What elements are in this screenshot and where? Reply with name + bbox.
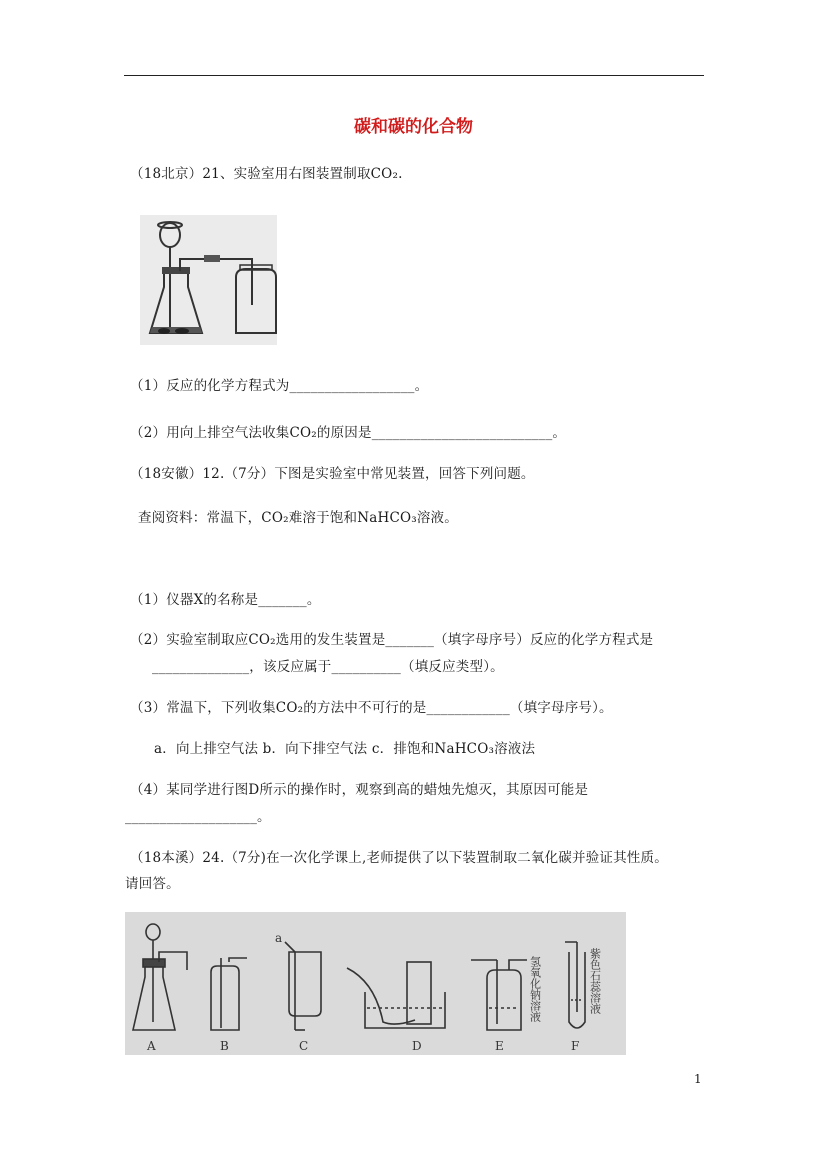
q2-sub4-line1: （4）某同学进行图D所示的操作时，观察到高的蜡烛先熄灭，其原因可能是 (130, 782, 589, 798)
label-c: C (299, 1039, 309, 1053)
q2-sub1: （1）仪器X的名称是_______。 (130, 592, 321, 608)
q3-intro-line2: 请回答。 (125, 876, 180, 892)
page-title: 碳和碳的化合物 (354, 117, 473, 137)
label-b: B (220, 1039, 229, 1053)
q1-intro: （18北京）21、实验室用右图装置制取CO₂. (130, 166, 403, 182)
label-f: F (571, 1039, 580, 1053)
q3-intro-line1: （18本溪）24.（7分)在一次化学课上,老师提供了以下装置制取二氧化碳并验证其性质。 (130, 850, 668, 866)
q2-sub4-line2: ___________________。 (125, 809, 271, 825)
q2-info: 查阅资料：常温下，CO₂难溶于饱和NaHCO₃溶液。 (138, 510, 458, 526)
q2-sub3: （3）常温下，下列收集CO₂的方法中不可行的是____________（填字母序号）。 (130, 700, 613, 716)
co2-apparatus-figure (140, 215, 277, 345)
apparatus-figure-a-f (125, 912, 626, 1055)
q1-sub2: （2）用向上排空气法收集CO₂的原因是__________________________。 (130, 425, 567, 441)
q2-options: a．向上排空气法 b．向下排空气法 c．排饱和NaHCO₃溶液法 (154, 741, 536, 757)
label-naoh-solution: 氢氧化钠溶液 (528, 956, 542, 1022)
label-d: D (412, 1039, 422, 1053)
q1-sub1: （1）反应的化学方程式为__________________。 (130, 378, 429, 394)
label-a: A (147, 1039, 156, 1053)
q2-sub2-line2: ______________，该反应属于__________（填反应类型）。 (152, 659, 504, 675)
label-litmus-solution: 紫色石蕊溶液 (588, 948, 602, 1014)
q2-intro: （18安徽）12.（7分）下图是实验室中常见装置，回答下列问题。 (130, 466, 535, 482)
q2-sub2-line1: （2）实验室制取应CO₂选用的发生装置是_______（填字母序号）反应的化学方程式是 (130, 632, 654, 648)
page-number: 1 (694, 1072, 702, 1086)
header-rule (124, 75, 704, 76)
label-a-inlet: a (275, 931, 283, 945)
label-e: E (495, 1039, 504, 1053)
